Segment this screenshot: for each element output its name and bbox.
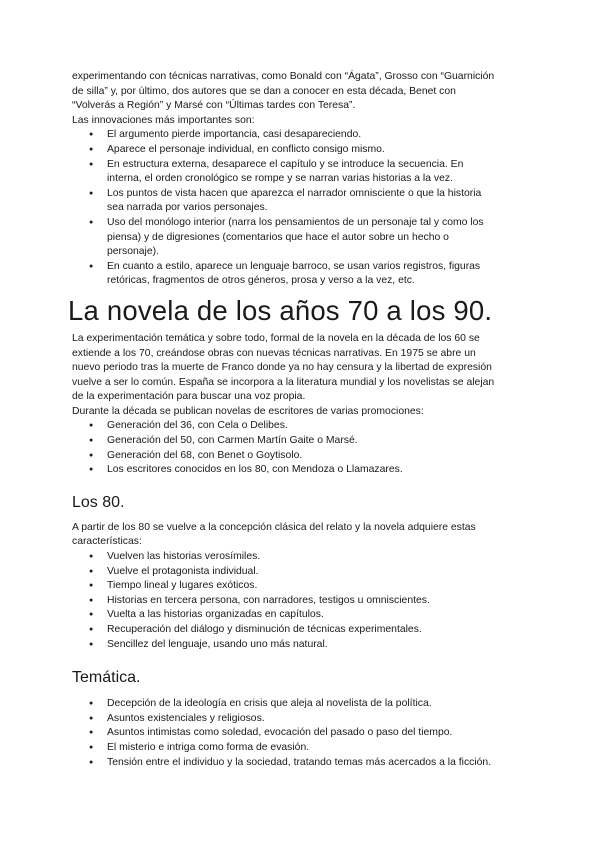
- list-item: ● Asuntos existenciales y religiosos.: [72, 712, 524, 727]
- intro-paragraph: [72, 70, 524, 114]
- characteristics-list: [72, 550, 524, 652]
- list-item: ● El misterio e intriga como forma de evasión.: [72, 741, 524, 756]
- list-item: ● Generación del 50, con Carmen Martín Gaite o Marsé.: [72, 434, 524, 449]
- text-line: “Volverás a Región” y Marsé con “Últimas tardes con Teresa”.: [72, 100, 356, 112]
- section-title-tematica: Temática.: [72, 669, 141, 687]
- list-item: ● Uso del monólogo interior (narra los pensamientos de un personaje tal y como los piensa) y de digresiones (comentarios que hace el autor sobre un hecho o personaje).: [72, 216, 524, 260]
- text-line: de silla” y, por último, dos autores que se dan a conocer en esta década, Benet con: [72, 85, 456, 97]
- list-item: ● Sencillez del lenguaje, usando uno más natural.: [72, 638, 524, 653]
- list-item: ● Recuperación del diálogo y disminución de técnicas experimentales.: [72, 623, 524, 638]
- list-item: ● Asuntos intimistas como soledad, evocación del pasado o paso del tiempo.: [72, 726, 524, 741]
- list-item: ● Aparece el personaje individual, en conflicto consigo mismo.: [72, 143, 524, 158]
- generations-list: [72, 419, 524, 477]
- page-content: [68, 70, 524, 770]
- list-item: ● Los puntos de vista hacen que aparezca el narrador omnisciente o que la historia sea narrada por varios personajes.: [72, 187, 524, 216]
- generations-lead: Durante la década se publican novelas de escritores de varias promociones:: [72, 405, 424, 417]
- list-item: ● Vuelven las historias verosímiles.: [72, 550, 524, 565]
- list-item: ● Los escritores conocidos en los 80, con Mendoza o Llamazares.: [72, 463, 524, 478]
- innovations-lead: Las innovaciones más importantes son:: [72, 114, 255, 126]
- list-item: ● Generación del 68, con Benet o Goytisolo.: [72, 449, 524, 464]
- themes-list: [72, 697, 524, 770]
- list-item: ● El argumento pierde importancia, casi desapareciendo.: [72, 128, 524, 143]
- section-80-paragraph: A partir de los 80 se vuelve a la concepción clásica del relato y la novela adquiere estas características:: [72, 521, 476, 548]
- list-item: ● Vuelta a las historias organizadas en capítulos.: [72, 608, 524, 623]
- list-item: ● En estructura externa, desaparece el capítulo y se introduce la secuencia. En interna, el orden cronológico se rompe y se narran varias historias a la vez.: [72, 158, 524, 187]
- section-70-90-paragraph: La experimentación temática y sobre todo, formal de la novela en la década de los 60 se extiende a los 70, creándose obras con nuevas técnicas narrativas. En 1975 se abre un nuevo periodo tras la muerte de Franco donde ya no hay censura y la libertad de expresión vuelve a ser lo común. España se incorpora a la literatura mundial y los novelistas se alejan de la experimentación para buscar una voz propia.: [72, 332, 495, 403]
- list-item: ● Vuelve el protagonista individual.: [72, 565, 524, 580]
- section-title-70-90: La novela de los años 70 a los 90.: [68, 294, 493, 326]
- innovations-list: [72, 128, 524, 289]
- text-line: experimentando con técnicas narrativas, como Bonald con “Ágata”, Grosso con “Guarnición: [72, 71, 495, 82]
- section-title-80: Los 80.: [72, 493, 125, 511]
- list-item: ● Tiempo lineal y lugares exóticos.: [72, 579, 524, 594]
- list-item: ● Historias en tercera persona, con narradores, testigos u omniscientes.: [72, 594, 524, 609]
- list-item: ● Decepción de la ideología en crisis que aleja al novelista de la política.: [72, 697, 524, 712]
- list-item: ● Generación del 36, con Cela o Delibes.: [72, 419, 524, 434]
- list-item: ● En cuanto a estilo, aparece un lenguaje barroco, se usan varios registros, figuras retóricas, fragmentos de otros géneros, prosa y verso a la vez, etc.: [72, 260, 524, 289]
- list-item: ● Tensión entre el individuo y la sociedad, tratando temas más acercados a la ficción.: [72, 756, 524, 771]
